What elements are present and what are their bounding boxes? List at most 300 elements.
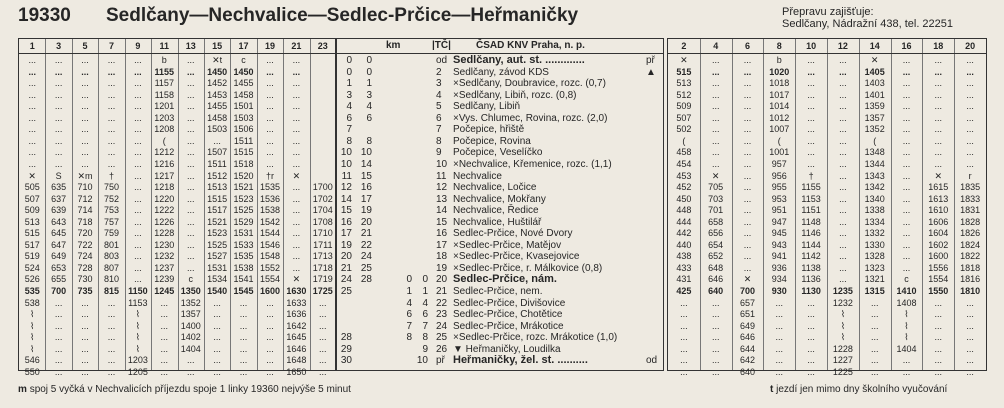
time-cell: 941 — [771, 251, 787, 262]
time-row — [19, 367, 336, 379]
time-cell: ... — [902, 101, 911, 112]
time-cell: ... — [775, 320, 784, 331]
stop-row — [336, 205, 663, 217]
time-cell: 1529 — [233, 216, 254, 227]
time-cell: ... — [839, 147, 847, 158]
time-cell: ... — [966, 66, 974, 77]
time-cell: 1458 — [207, 112, 228, 123]
trip-number: 16 — [901, 41, 912, 51]
trip-number: 4 — [713, 41, 719, 51]
time-cell: ... — [239, 332, 248, 343]
time-cell: ... — [711, 158, 720, 169]
time-cell: ... — [266, 112, 274, 123]
time-row — [668, 332, 986, 344]
time-cell: ... — [839, 158, 847, 169]
trip-number: 8 — [776, 41, 782, 51]
time-cell: ... — [902, 228, 911, 239]
time-cell: 1713 — [312, 251, 333, 262]
time-cell: 803 — [103, 251, 119, 262]
time-cell: 1506 — [233, 124, 254, 135]
time-cell: 1203 — [154, 112, 175, 123]
stop-row — [336, 171, 663, 183]
time-row — [19, 159, 336, 171]
stop-value: 8 — [436, 135, 442, 147]
stop-value: 17 — [436, 239, 448, 251]
stop-name: ×Sedlec-Prčice, Kvasejovice — [453, 251, 580, 263]
operator-info — [782, 6, 953, 30]
time-cell: ... — [28, 89, 36, 100]
time-cell: 1018 — [769, 78, 790, 89]
time-cell: ... — [160, 366, 169, 377]
trip-number-header — [668, 39, 986, 54]
time-cell: ... — [680, 297, 688, 308]
time-cell: 945 — [771, 228, 787, 239]
stop-value: 21 — [436, 286, 448, 297]
stop-name: ▼ Heřmaničky, Loudilka — [453, 343, 561, 355]
time-cell: 1450 — [207, 66, 228, 77]
footnote-m-text: spoj 5 vyčká v Nechvalicích příjezdu spoje 1 linky 19360 nejvýše 5 minut — [29, 384, 351, 395]
time-cell: 1531 — [207, 262, 228, 273]
time-cell: ... — [839, 228, 847, 239]
time-cell: 1153 — [128, 297, 148, 308]
time-row — [668, 171, 986, 183]
time-cell: ... — [81, 66, 89, 77]
time-cell: ... — [966, 332, 974, 343]
time-cell: ... — [966, 366, 974, 377]
time-cell: 526 — [24, 274, 40, 285]
time-cell: 1348 — [864, 147, 885, 158]
time-cell: ... — [807, 112, 815, 123]
time-cell: ... — [81, 55, 89, 65]
time-cell: 1515 — [233, 147, 254, 158]
time-cell: ... — [680, 309, 688, 320]
time-cell: 1527 — [207, 251, 228, 262]
time-cell: ... — [134, 55, 142, 65]
time-cell: 1453 — [207, 89, 228, 100]
time-cell: ... — [239, 355, 248, 366]
time-cell: ... — [134, 205, 142, 216]
footnote-t-text: jezdí jen mimo dny školního vyučování — [776, 384, 948, 395]
time-cell: ... — [292, 124, 301, 135]
stop-value: 20 — [436, 274, 448, 286]
stop-value: 1 — [422, 286, 428, 297]
stop-value: 20 — [360, 216, 372, 228]
time-cell: ... — [807, 158, 815, 169]
time-cell: 1520 — [233, 170, 254, 181]
time-cell: 810 — [103, 274, 119, 285]
time-cell: ⌇ — [135, 332, 141, 343]
time-cell: 1458 — [233, 89, 254, 100]
time-cell: ... — [775, 297, 784, 308]
time-cell: 1822 — [960, 251, 981, 262]
time-row — [668, 136, 986, 148]
stop-value: 25 — [436, 332, 448, 344]
stop-row — [336, 298, 663, 310]
time-cell: 644 — [739, 343, 755, 354]
time-cell: ... — [134, 262, 142, 273]
time-cell: ... — [711, 55, 720, 65]
time-cell: ... — [839, 170, 847, 181]
time-row — [19, 309, 336, 321]
time-row — [668, 159, 986, 171]
time-cell: 718 — [77, 216, 93, 227]
trip-number: 2 — [681, 41, 687, 51]
time-cell: 1352 — [864, 124, 885, 135]
time-cell: ... — [807, 124, 815, 135]
stop-value: 24 — [360, 251, 372, 263]
time-cell: ... — [186, 124, 195, 135]
time-cell: ... — [902, 135, 911, 146]
time-cell: ... — [807, 309, 815, 320]
time-cell: ... — [134, 274, 142, 285]
time-cell: ... — [839, 239, 847, 250]
time-cell: 1630 — [286, 286, 307, 296]
time-row — [668, 309, 986, 321]
time-cell: ... — [743, 205, 752, 216]
time-cell: ... — [934, 297, 943, 308]
stop-value: 21 — [340, 262, 352, 274]
time-cell: ✕ — [292, 170, 301, 181]
time-cell: 654 — [708, 239, 724, 250]
stop-value: 0 — [346, 66, 352, 78]
stop-row — [336, 355, 663, 367]
time-cell: 1227 — [832, 355, 853, 366]
time-cell: 1020 — [769, 66, 790, 77]
time-cell: 450 — [676, 193, 692, 204]
time-cell: r — [968, 170, 972, 181]
time-cell: 517 — [24, 239, 40, 250]
time-cell: 720 — [77, 228, 93, 239]
time-cell: 1636 — [286, 309, 307, 320]
stop-value: 16 — [436, 228, 448, 240]
time-cell: 724 — [77, 251, 93, 262]
time-cell: ... — [81, 309, 89, 320]
time-cell: ⌇ — [30, 309, 35, 320]
time-cell: ... — [319, 332, 327, 343]
time-cell: 640 — [739, 366, 755, 377]
time-cell: ... — [186, 112, 195, 123]
time-cell: c — [241, 55, 246, 65]
time-cell: ... — [107, 355, 116, 366]
time-cell: ... — [839, 251, 847, 262]
stop-name: Nechvalice, Mokřany — [453, 193, 546, 205]
time-cell: ... — [934, 89, 943, 100]
stop-name: Počepice, Rovina — [453, 135, 531, 147]
time-cell: 1512 — [207, 170, 228, 181]
time-cell: ... — [107, 101, 116, 112]
time-cell: ... — [870, 309, 879, 320]
stop-value: př — [436, 355, 445, 367]
time-cell: ... — [292, 262, 301, 273]
time-cell: 1404 — [896, 343, 917, 354]
time-cell: ... — [743, 101, 752, 112]
time-cell: 703 — [708, 193, 724, 204]
trip-number: 3 — [56, 41, 62, 51]
time-cell: ... — [319, 355, 327, 366]
time-cell: ... — [902, 262, 911, 273]
time-cell: ... — [186, 262, 195, 273]
stop-value: 23 — [436, 309, 448, 321]
time-cell: ... — [134, 147, 142, 158]
time-cell: ... — [839, 205, 847, 216]
time-row — [19, 67, 336, 79]
time-cell: ... — [292, 112, 301, 123]
time-cell: ... — [902, 193, 911, 204]
time-cell: ... — [743, 78, 752, 89]
trip-number: 17 — [238, 41, 249, 51]
time-row — [668, 251, 986, 263]
time-cell: ... — [186, 239, 195, 250]
time-cell: ... — [160, 355, 169, 366]
time-cell: ... — [934, 366, 943, 377]
time-cell: ... — [107, 124, 116, 135]
time-cell: 700 — [739, 286, 755, 296]
time-cell: ⌇ — [30, 343, 35, 354]
time-row — [19, 101, 336, 113]
time-cell: ... — [775, 355, 784, 366]
time-row — [19, 90, 336, 102]
time-cell: 753 — [103, 205, 119, 216]
time-cell: 1157 — [154, 78, 174, 89]
time-cell: 714 — [77, 205, 93, 216]
time-cell: ... — [807, 101, 815, 112]
time-cell: 647 — [51, 239, 67, 250]
time-cell: 1350 — [180, 286, 201, 296]
time-cell: ... — [292, 193, 301, 204]
time-row — [668, 367, 986, 379]
time-cell: 1523 — [207, 228, 228, 239]
time-cell: 1533 — [233, 239, 254, 250]
time-cell: 1232 — [154, 251, 175, 262]
time-cell: ... — [107, 297, 116, 308]
time-cell: ... — [54, 320, 63, 331]
time-cell: ... — [902, 158, 911, 169]
time-cell: 752 — [103, 193, 119, 204]
time-row — [668, 124, 986, 136]
stop-value: od — [436, 55, 448, 66]
time-cell: ... — [81, 366, 89, 377]
time-cell: 1633 — [286, 297, 307, 308]
time-cell: ... — [186, 78, 195, 89]
stop-value: 8 — [406, 332, 412, 344]
stop-row — [336, 124, 663, 136]
time-cell: ... — [743, 251, 752, 262]
time-cell: ... — [807, 355, 815, 366]
time-cell: ... — [292, 251, 301, 262]
time-cell: ... — [28, 78, 36, 89]
time-cell: ✕t — [212, 55, 223, 65]
time-cell: ✕ — [711, 170, 720, 181]
time-cell: ✕ — [870, 55, 879, 65]
time-cell: ... — [134, 66, 142, 77]
company-header: ČSAD KNV Praha, n. p. — [476, 40, 585, 51]
time-cell: 653 — [51, 262, 67, 273]
time-cell: ... — [107, 343, 116, 354]
time-cell: ... — [319, 297, 327, 308]
stop-value: 10 — [340, 147, 352, 159]
time-cell: ... — [54, 147, 63, 158]
time-cell: ... — [807, 135, 815, 146]
time-row — [668, 90, 986, 102]
time-cell: ... — [711, 297, 720, 308]
stop-value: 15 — [436, 216, 448, 228]
time-cell: 750 — [103, 182, 119, 193]
trip-number: 14 — [869, 41, 880, 51]
time-row — [19, 205, 336, 217]
time-cell: 1216 — [154, 158, 175, 169]
trip-number: 23 — [317, 41, 328, 51]
time-cell: 1523 — [233, 193, 254, 204]
stop-value: 19 — [340, 239, 352, 251]
stop-value: 18 — [436, 251, 448, 263]
time-cell: ... — [266, 55, 274, 65]
time-cell: ... — [292, 205, 301, 216]
stop-value: 14 — [340, 193, 352, 205]
stop-name: Sedlec-Prčice, Mrákotice — [453, 320, 564, 332]
time-row — [19, 78, 336, 90]
time-cell: ... — [107, 158, 116, 169]
time-cell: ... — [934, 101, 943, 112]
time-cell: ... — [28, 101, 36, 112]
time-cell: ... — [54, 343, 63, 354]
time-row — [19, 263, 336, 275]
stop-name: ×Sedlec-Prčice, Matějov — [453, 239, 562, 251]
time-cell: 1824 — [960, 239, 981, 250]
time-cell: ... — [81, 135, 89, 146]
time-cell: 1719 — [312, 274, 333, 285]
time-cell: ... — [266, 343, 274, 354]
stop-value: 3 — [436, 78, 442, 90]
time-cell: ... — [711, 66, 720, 77]
time-cell: 1150 — [128, 286, 148, 296]
time-cell: 649 — [51, 251, 67, 262]
time-cell: ... — [711, 355, 720, 366]
time-row — [668, 205, 986, 217]
stop-value: 6 — [436, 112, 442, 124]
stop-name: Počepice, hřiště — [453, 124, 525, 136]
time-cell: 1525 — [207, 239, 228, 250]
stop-value: 1 — [346, 78, 352, 90]
time-cell: ... — [107, 309, 116, 320]
stop-name: ×Sedlec-Prčice, r. Málkovice (0,8) — [453, 262, 603, 274]
stop-name: ×Vys. Chlumec, Rovina, rozc. (2,0) — [453, 112, 608, 124]
stop-name: Sedlec-Prčice, Chotětice — [453, 309, 563, 321]
time-cell: ... — [807, 332, 815, 343]
time-cell: ... — [239, 366, 248, 377]
time-cell: 1340 — [864, 193, 885, 204]
stop-value: 11 — [436, 170, 447, 182]
time-row — [19, 194, 336, 206]
trip-number: 10 — [806, 41, 817, 51]
time-cell: ... — [966, 309, 974, 320]
return-times-panel — [667, 38, 987, 377]
time-cell: ... — [711, 101, 720, 112]
time-cell: ⌇ — [840, 309, 846, 320]
time-cell: ... — [902, 182, 911, 193]
time-cell: †r — [265, 170, 274, 181]
time-cell: ... — [870, 332, 879, 343]
time-cell: ... — [743, 170, 752, 181]
stop-name: Sedlec-Prčice, Divišovice — [453, 297, 566, 309]
time-cell: ... — [266, 101, 274, 112]
stop-value: 4 — [346, 101, 352, 113]
time-cell: ... — [966, 124, 974, 135]
time-cell: ... — [870, 355, 879, 366]
stop-value: 17 — [340, 228, 352, 240]
time-cell: ... — [54, 332, 63, 343]
time-cell: ... — [213, 366, 221, 377]
time-cell: ... — [134, 193, 142, 204]
time-cell: 1828 — [960, 216, 981, 227]
time-cell: ... — [134, 78, 142, 89]
time-row — [19, 286, 336, 298]
time-cell: 515 — [676, 66, 692, 77]
time-cell: ... — [160, 320, 169, 331]
stop-name: Sedlčany, aut. st. ............. — [453, 54, 585, 66]
time-cell: 1237 — [154, 262, 175, 273]
time-cell: ... — [934, 112, 943, 123]
time-cell: ... — [213, 332, 221, 343]
time-cell: ... — [966, 147, 974, 158]
time-cell: ... — [711, 112, 720, 123]
time-cell: 1155 — [801, 182, 821, 193]
time-cell: ... — [902, 147, 911, 158]
time-cell: 1704 — [312, 205, 333, 216]
stop-name: Nechvalice, Ředice — [453, 205, 539, 217]
stop-value: 7 — [422, 320, 428, 332]
time-cell: ... — [81, 320, 89, 331]
time-row — [668, 182, 986, 194]
time-cell: ✕ — [680, 55, 688, 65]
stop-value: 24 — [436, 320, 448, 332]
time-row — [19, 332, 336, 344]
time-cell: ... — [807, 89, 815, 100]
time-row — [19, 147, 336, 159]
time-cell: 502 — [676, 124, 692, 135]
time-cell: 1521 — [207, 216, 228, 227]
trip-number: 20 — [965, 41, 976, 51]
trip-number: 18 — [933, 41, 944, 51]
time-cell: ... — [134, 182, 142, 193]
time-cell: 1818 — [960, 262, 981, 273]
time-cell: ( — [873, 135, 877, 146]
time-cell: ... — [870, 297, 879, 308]
time-cell: 1600 — [928, 251, 949, 262]
time-cell: 513 — [24, 216, 40, 227]
time-cell: 700 — [51, 286, 67, 296]
time-cell: ⌇ — [135, 343, 141, 354]
stop-value: 9 — [436, 147, 442, 159]
time-cell: 934 — [771, 274, 787, 285]
stop-row — [336, 182, 663, 194]
time-cell: 955 — [771, 182, 787, 193]
time-cell: 1606 — [928, 216, 949, 227]
stop-value: 3 — [346, 89, 352, 101]
time-cell: ... — [680, 366, 688, 377]
stop-value: 22 — [360, 239, 372, 251]
time-cell: ... — [966, 101, 974, 112]
time-cell: ... — [213, 297, 221, 308]
time-cell: ... — [292, 147, 301, 158]
time-cell: 444 — [676, 216, 692, 227]
time-cell: ... — [266, 158, 274, 169]
time-cell: ... — [902, 78, 911, 89]
time-cell: ✕m — [77, 170, 93, 181]
trip-number-header — [19, 39, 336, 54]
time-cell: ... — [966, 343, 974, 354]
time-cell: 1205 — [127, 366, 148, 377]
time-row — [19, 171, 336, 183]
